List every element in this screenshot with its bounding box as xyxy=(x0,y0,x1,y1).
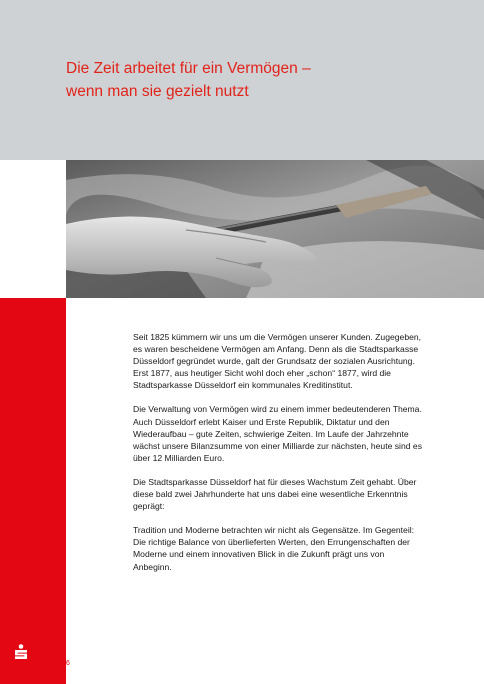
paragraph: Die Stadtsparkasse Düsseldorf hat für dieses Wachstum Zeit gehabt. Über diese bald zwei Jahrhunderte hat uns dabei eine wesentliche Erkenntnis geprägt: xyxy=(133,476,417,512)
hand-holding-brush-photo xyxy=(66,160,484,298)
sparkasse-s-logo-icon xyxy=(14,644,28,660)
headline-line-1: Die Zeit arbeitet für ein Vermögen – xyxy=(66,60,311,77)
photo-illustration xyxy=(66,160,484,298)
page-headline xyxy=(66,57,466,103)
paragraph: Tradition und Moderne betrachten wir nicht als Gegensätze. Im Gegenteil: Die richtige Balance von überlieferten Werten, den Errungenschaften der Moderne und einem innovativen Blick in die Zukunft prägt uns von Anbeginn. xyxy=(133,525,415,572)
paragraph: Seit 1825 kümmern wir uns um die Vermögen unserer Kunden. Zugegeben, es waren bescheidene Vermögen am Anfang. Denn als die Stadtsparkasse Düsseldorf gegründet wurde, galt der Grundsatz der sozialen Ausrichtung. Erst 1877, aus heutiger Sicht wohl doch eher „schon“ 1877, wird die Stadtsparkasse Düsseldorf ein kommunales Kreditinstitut. xyxy=(133,332,422,391)
left-accent-bar xyxy=(0,298,66,684)
body-text xyxy=(133,331,423,585)
page-number: 6 xyxy=(66,660,70,667)
paragraph: Die Verwaltung von Vermögen wird zu einem immer bedeutenderen Thema. Auch Düsseldorf erlebt Kaiser und Erste Republik, Diktatur und den Wiederaufbau – gute Zeiten, schwierige Zeiten. Im Laufe der Jahrzehnte wächst unsere Bilanzsumme von einer Milliarde zur nächsten, heute sind es über 12 Milliarden Euro. xyxy=(133,404,422,463)
headline-line-2: wenn man sie gezielt nutzt xyxy=(66,83,249,100)
